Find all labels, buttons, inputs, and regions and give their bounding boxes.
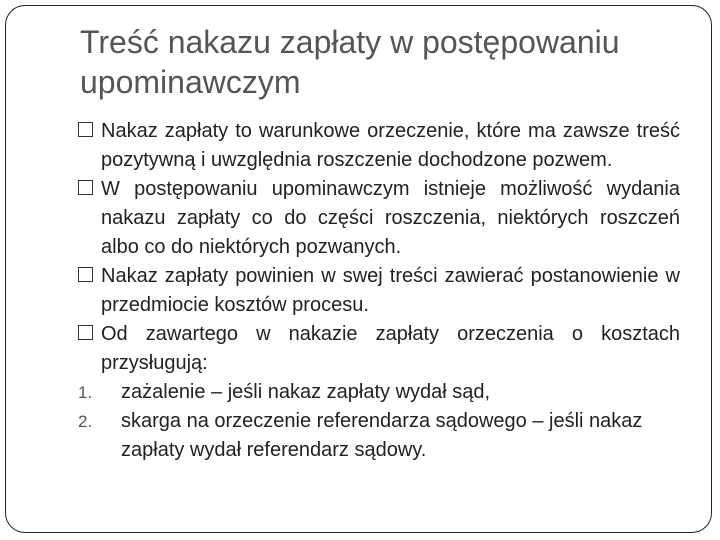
numbered-text: zażalenie – jeśli nakaz zapłaty wydał sąd, [121,381,491,403]
bullet-item [78,320,680,378]
square-bullet-icon [78,180,93,195]
numbered-item [78,407,680,465]
bullet-item [78,117,680,175]
bullet-text: W postępowaniu upominawczym istnieje możliwość wydania nakazu zapłaty co do części roszczenia, niektórych roszczeń albo co do niektórych pozwanych. [101,178,680,258]
bullet-item [78,175,680,262]
numbered-item [78,378,680,407]
item-number: 1. [78,383,93,402]
square-bullet-icon [78,325,93,340]
item-number: 2. [78,412,93,431]
slide-content [78,117,680,465]
square-bullet-icon [78,267,93,282]
bullet-item [78,262,680,320]
square-bullet-icon [78,122,93,137]
slide-title: Treść nakazu zapłaty w postępowaniu upominawczym [80,24,620,100]
bullet-text: Od zawartego w nakazie zapłaty orzeczenia o kosztach przysługują: [101,323,680,374]
bullet-text: Nakaz zapłaty powinien w swej treści zawierać postanowienie w przedmiocie kosztów procesu. [101,265,680,316]
bullet-text: Nakaz zapłaty to warunkowe orzeczenie, które ma zawsze treść pozytywną i uwzględnia roszczenie dochodzone pozwem. [101,120,680,171]
numbered-text: skarga na orzeczenie referendarza sądowego – jeśli nakaz zapłaty wydał referendarz sądowy. [121,410,643,461]
